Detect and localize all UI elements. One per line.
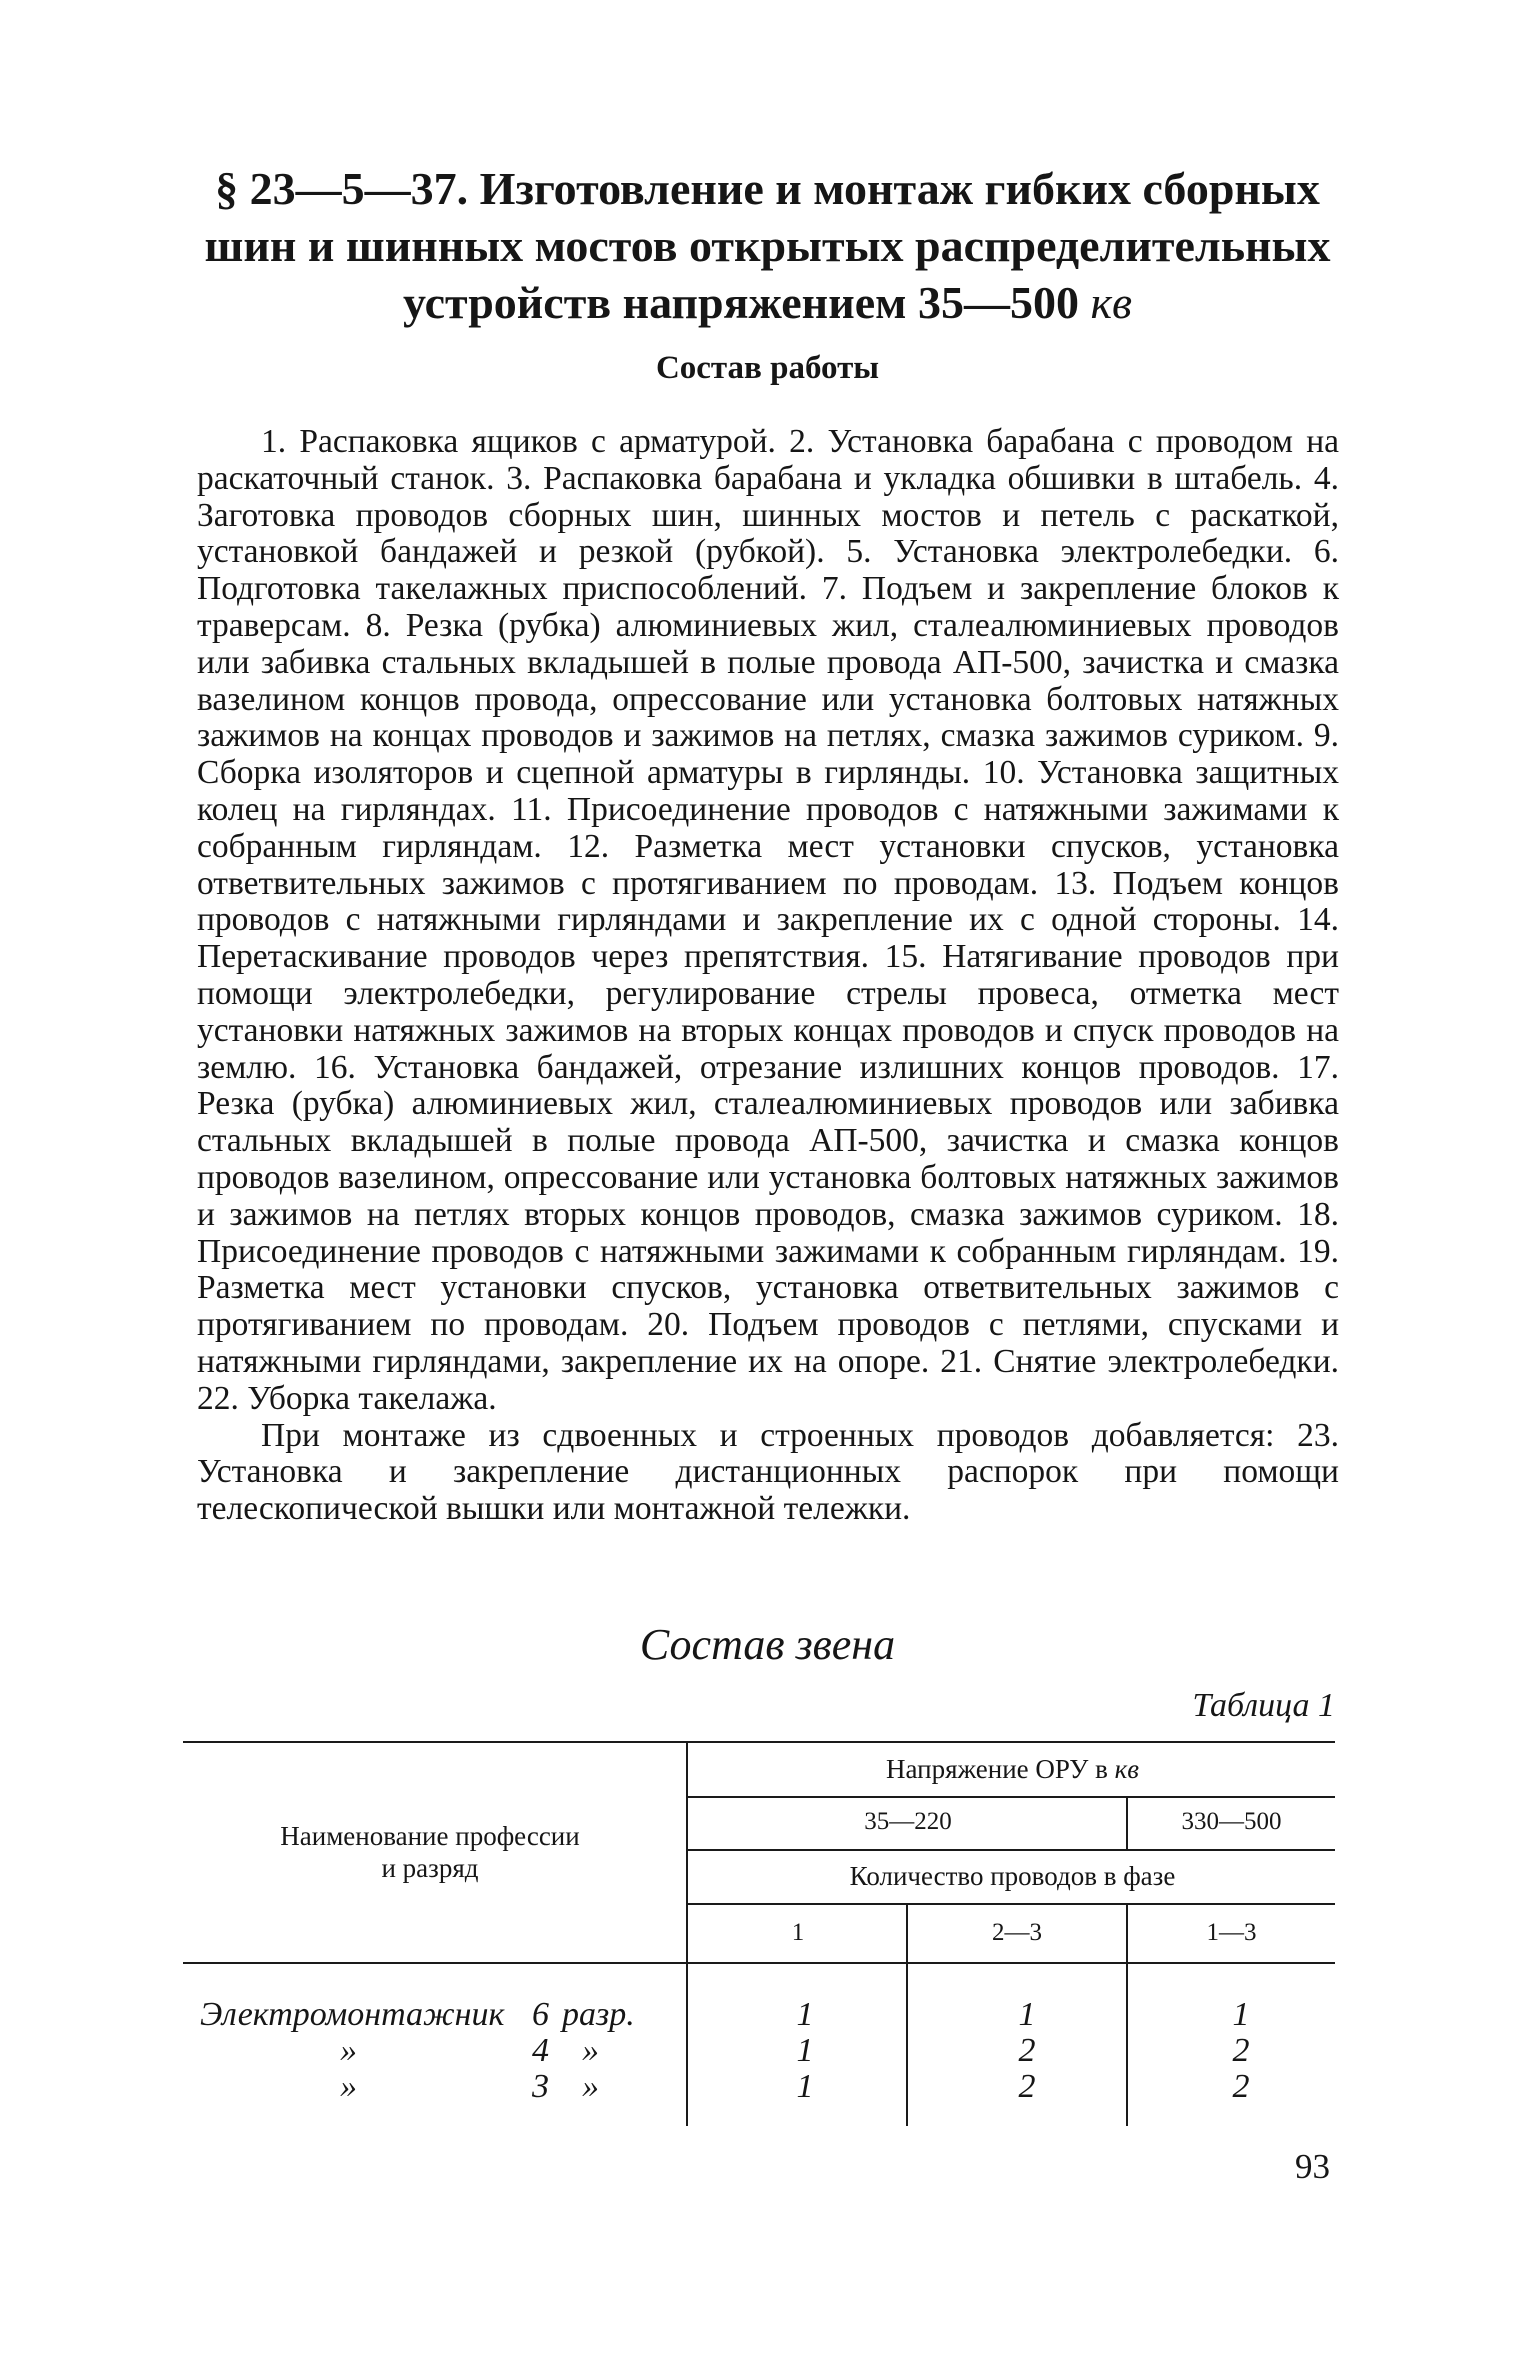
row-value-1: 1 xyxy=(796,2068,814,2105)
row-value-2: 2 xyxy=(1018,2032,1036,2069)
section-heading xyxy=(180,160,1355,331)
row-profession: » xyxy=(340,2032,357,2069)
wires-per-phase-header: Количество проводов в фазе xyxy=(849,1861,1176,1891)
profession-header xyxy=(190,1820,670,1884)
row-grade-suffix: » xyxy=(582,2032,599,2069)
wires-count-top-rule xyxy=(688,1903,1335,1905)
profession-header-line-2: и разряд xyxy=(381,1853,479,1883)
row-value-3: 2 xyxy=(1232,2068,1250,2105)
row-value-3: 1 xyxy=(1232,1996,1250,2033)
heading-line-1: § 23—5—37. Изготовление и монтаж гибких сборных xyxy=(215,163,1320,214)
row-value-1: 1 xyxy=(796,2032,814,2069)
wire-count-1: 1 xyxy=(791,1919,805,1946)
row-value-2: 2 xyxy=(1018,2068,1036,2105)
work-composition-heading: Состав работы xyxy=(655,350,880,386)
work-steps-paragraph: 1. Распаковка ящиков с арматурой. 2. Установка барабана с проводом на раскаточный станок. 3. Распаковка барабана и укладка обшивки в штабель. 4. Заготовка проводов сборных шин, шинных мостов и петель с раскаткой, установкой бандажей и резкой (рубкой). 5. Установка электролебедки. 6. Подготовка такелажных приспособлений. 7. Подъем и закрепление блоков к траверсам. 8. Резка (рубка) алюминиевых жил, сталеалюминиевых проводов или забивка стальных вкладышей в полые провода АП-500, зачистка и смазка вазелином концов провода, опрессование или установка болтовых натяжных зажимов на концах проводов и зажимов на петлях, смазка зажимов суриком. 9. Сборка изоляторов и сцепной арматуры в гирлянды. 10. Установка защитных колец на гирляндах. 11. Присоединение проводов с натяжными зажимами к собранным гирляндам. 12. Разметка мест установки спусков, установка ответвительных зажимов с протягиванием по проводам. 13. Подъем концов проводов с натяжными гирляндами и закрепление их с одной стороны. 14. Перетаскивание проводов через препятствия. 15. Натягивание проводов при помощи электролебедки, регулирование стрелы провеса, отметка мест установки натяжных зажимов на вторых концах проводов и спуск проводов на землю. 16. Установка бандажей, отрезание излишних концов проводов. 17. Резка (рубка) алюминиевых жил, сталеалюминиевых проводов или забивка стальных вкладышей в полые провода АП-500, зачистка и смазка концов проводов вазелином, опрессование или установка болтовых натяжных зажимов и зажимов на петлях вторых концов проводов, смазка зажимов суриком. 18. Присоединение проводов с натяжными зажимами к собранным гирляндам. 19. Разметка мест установки спусков, установка ответвительных зажимов с протягиванием по проводам. 20. Подъем проводов с петлями, спусками и натяжными гирляндами, закрепление их на опоре. 21. Снятие электролебедки. 22. Уборка такелажа. xyxy=(197,423,1339,1417)
voltage-range-rule xyxy=(688,1796,1335,1798)
work-composition-text xyxy=(197,424,1339,1528)
heading-line-3-text: устройств напряжением 35—500 xyxy=(403,277,1091,328)
table-caption: Таблица 1 xyxy=(1192,1687,1335,1724)
heading-unit: кв xyxy=(1090,277,1132,328)
page-number: 93 xyxy=(1295,2147,1330,2186)
profession-column-divider xyxy=(686,1741,688,2126)
table-top-rule xyxy=(183,1741,1335,1743)
profession-header-line-1: Наименование профессии xyxy=(280,1821,580,1851)
heading-line-3 xyxy=(180,274,1355,331)
row-grade: 4 xyxy=(532,2032,549,2069)
row-profession: » xyxy=(340,2068,357,2105)
row-grade: 6 xyxy=(532,1996,549,2033)
row-grade-suffix: разр. xyxy=(562,1996,635,2033)
wire-count-3: 1—3 xyxy=(1206,1919,1257,1946)
row-value-2: 1 xyxy=(1018,1996,1036,2033)
table-header-bottom-rule xyxy=(183,1962,1335,1964)
heading-line-2: шин и шинных мостов открытых распределительных xyxy=(204,220,1331,271)
voltage-unit: кв xyxy=(1114,1754,1139,1784)
voltage-header-text: Напряжение ОРУ в xyxy=(886,1754,1115,1784)
voltage-header xyxy=(690,1753,1335,1785)
row-grade-suffix: » xyxy=(582,2068,599,2105)
crew-composition-title: Состав звена xyxy=(639,1620,896,1669)
row-grade: 3 xyxy=(532,2068,549,2105)
row-value-3: 2 xyxy=(1232,2032,1250,2069)
voltage-range-low: 35—220 xyxy=(864,1808,952,1835)
row-profession: Электромонтажник xyxy=(200,1996,505,2033)
voltage-range-high: 330—500 xyxy=(1181,1808,1282,1835)
row-value-1: 1 xyxy=(796,1996,814,2033)
additional-steps-paragraph: При монтаже из сдвоенных и строенных проводов добавляется: 23. Установка и закрепление дистанционных распорок при помощи телескопической вышки или монтажной тележки. xyxy=(197,1416,1339,1528)
wire-count-2: 2—3 xyxy=(992,1919,1042,1946)
wires-header-top-rule xyxy=(688,1849,1335,1851)
